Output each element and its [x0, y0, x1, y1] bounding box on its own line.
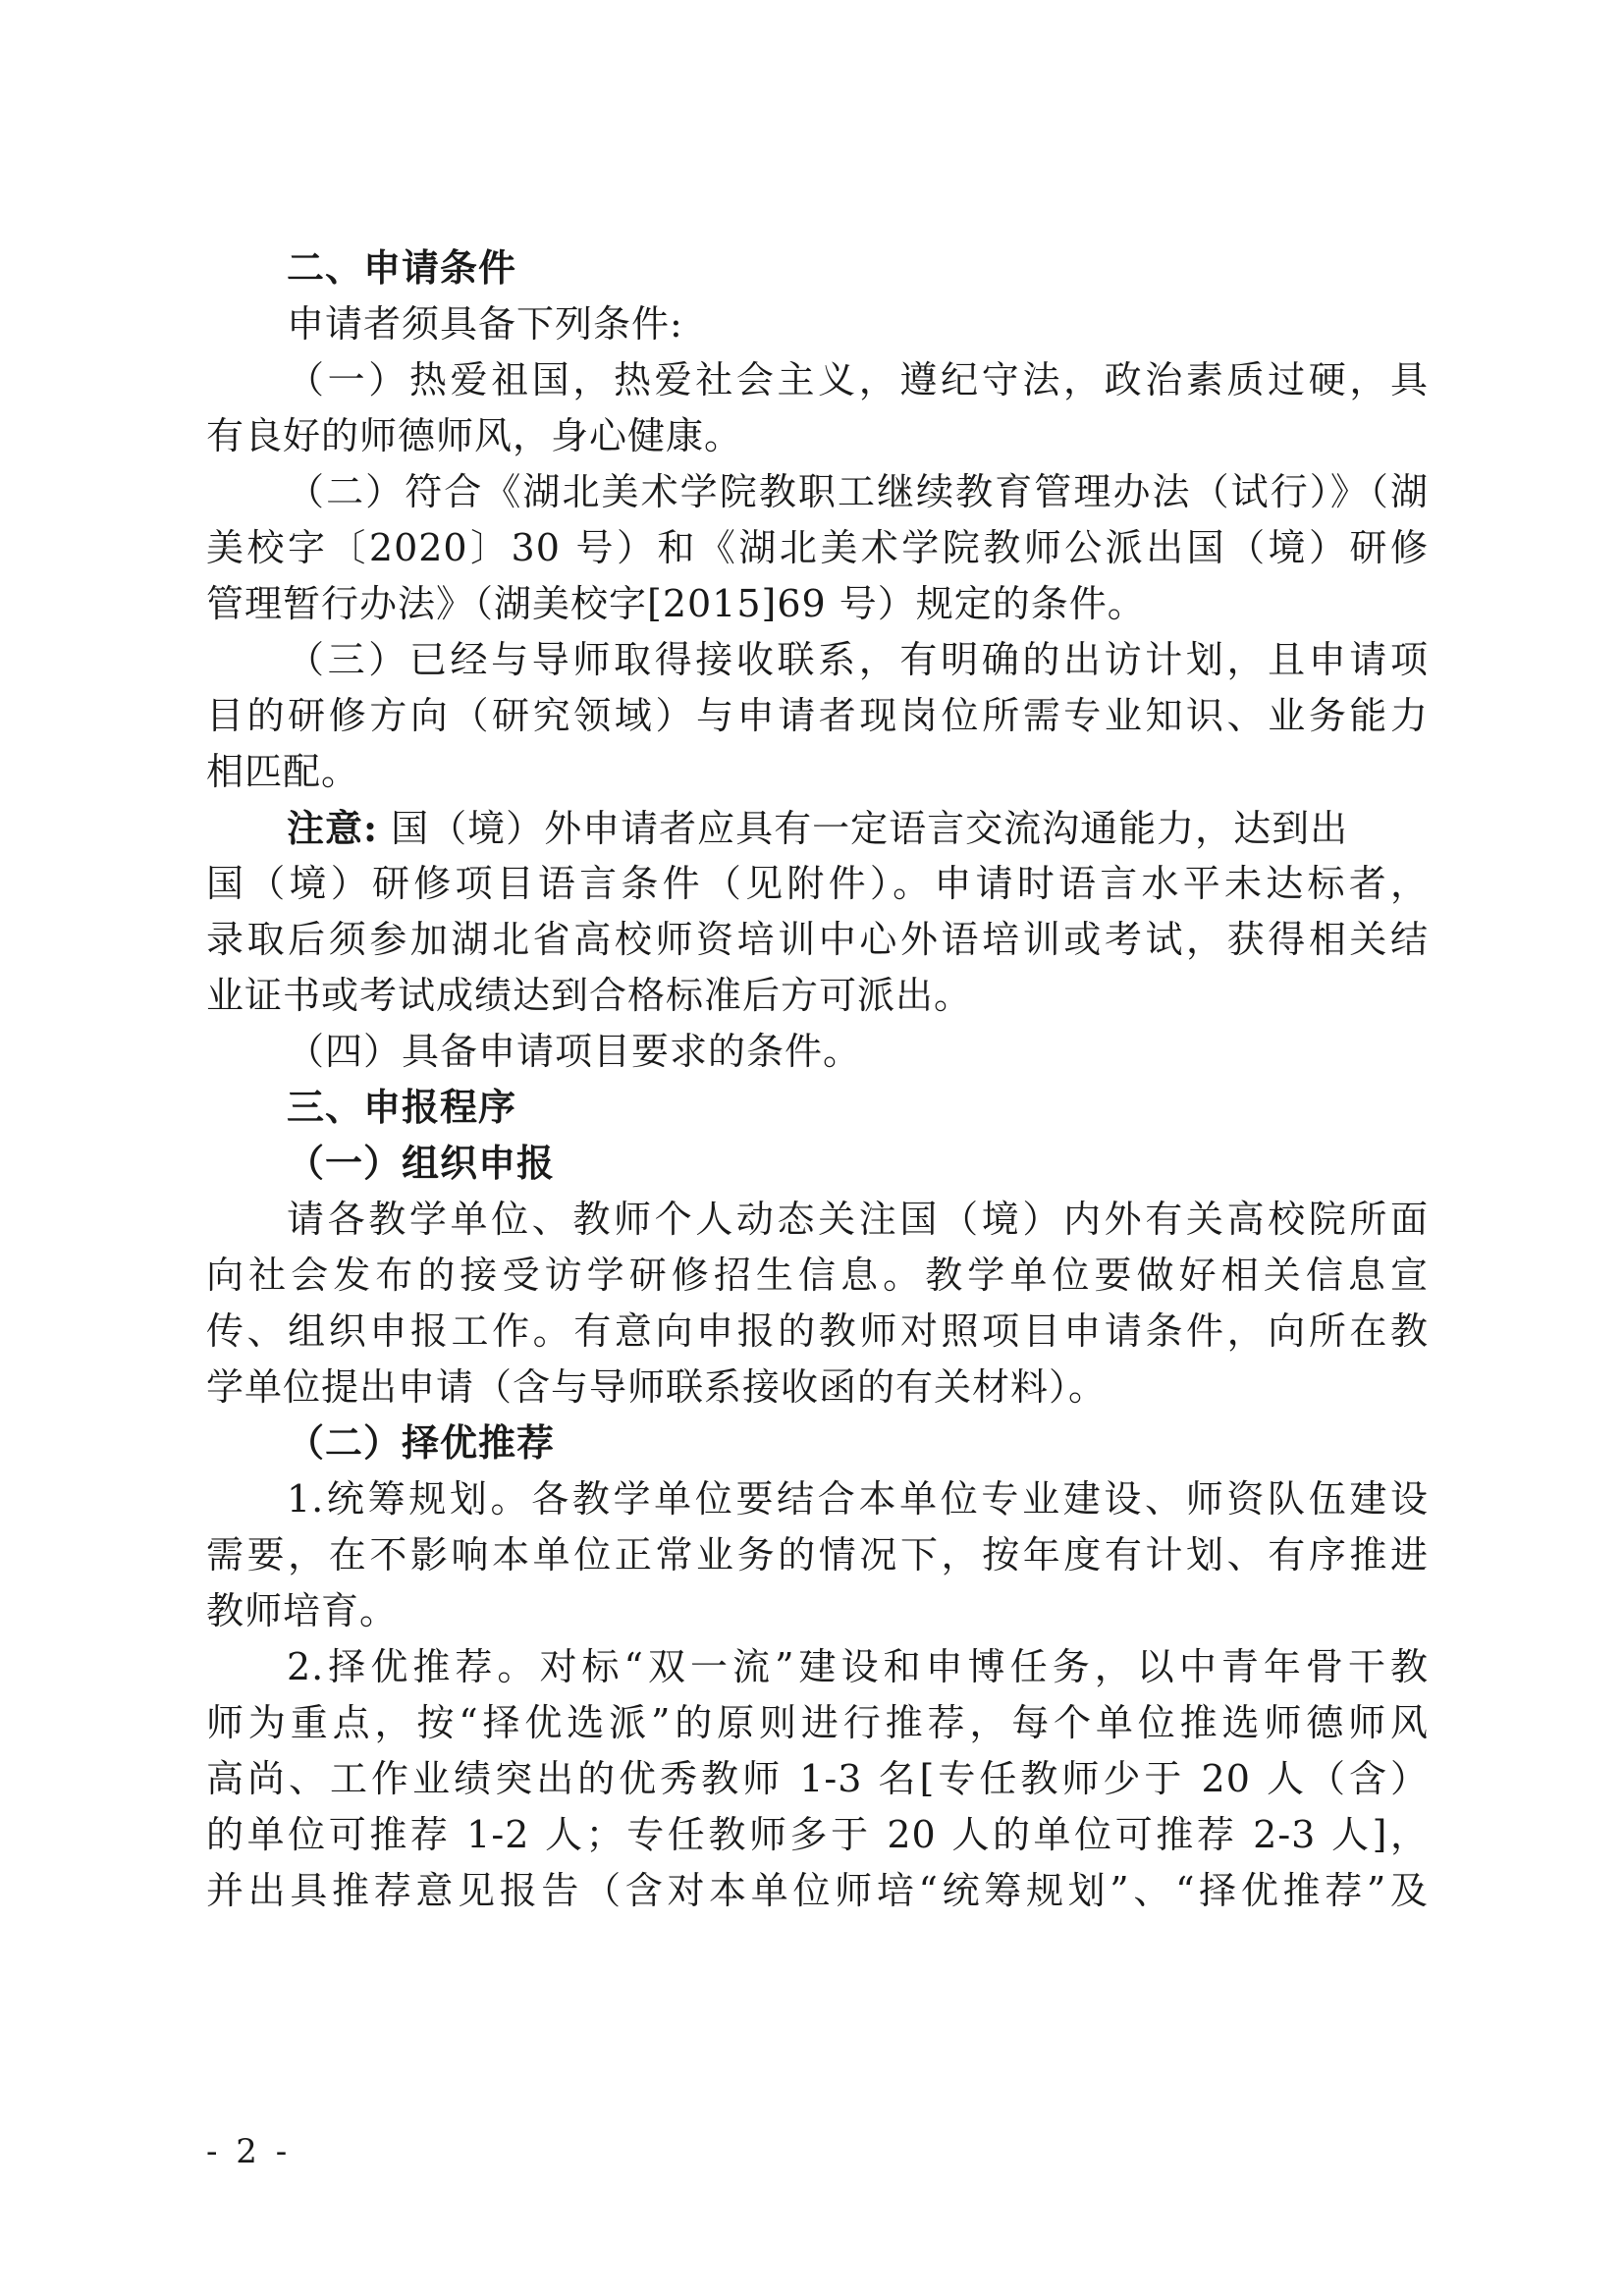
note-text: 国（境）外申请者应具有一定语言交流沟通能力，达到出	[378, 807, 1349, 850]
condition-2-line-1: （二）符合《湖北美术学院教职工继续教育管理办法（试行）》（湖	[287, 470, 1429, 513]
condition-3-line-1: （三）已经与导师取得接收联系，有明确的出访计划，且申请项	[287, 638, 1429, 681]
condition-2-line-3: 管理暂行办法》（湖美校字[2015]69 号）规定的条件。	[206, 582, 1146, 625]
note-line-1	[206, 800, 1429, 856]
note-line-3: 录取后须参加湖北省高校师资培训中心外语培训或考试，获得相关结	[206, 918, 1429, 961]
paragraph-intro: 申请者须具备下列条件:	[287, 302, 683, 346]
document-body	[206, 240, 1429, 1919]
section-heading-application-procedure: 三、申报程序	[287, 1086, 517, 1129]
condition-3-line-3: 相匹配。	[206, 750, 360, 793]
planning-line-1: 1.统筹规划。各教学单位要结合本单位专业建设、师资队伍建设	[287, 1477, 1429, 1521]
note-line-4: 业证书或考试成绩达到合格标准后方可派出。	[206, 974, 973, 1017]
procedure-1-line-3: 传、组织申报工作。有意向申报的教师对照项目申请条件，向所在教	[206, 1309, 1429, 1353]
section-heading-application-conditions: 二、申请条件	[287, 246, 517, 290]
planning-line-2: 需要，在不影响本单位正常业务的情况下，按年度有计划、有序推进	[206, 1533, 1429, 1576]
page-number: - 2 -	[206, 2132, 292, 2171]
procedure-1-line-1: 请各教学单位、教师个人动态关注国（境）内外有关高校院所面	[287, 1198, 1429, 1241]
recommend-line-1: 2.择优推荐。对标“双一流”建设和申博任务，以中青年骨干教	[287, 1645, 1429, 1688]
condition-3-line-2: 目的研修方向（研究领域）与申请者现岗位所需专业知识、业务能力	[206, 694, 1429, 737]
condition-1-line-2: 有良好的师德师风，身心健康。	[206, 414, 743, 457]
recommend-line-2: 师为重点，按“择优选派”的原则进行推荐，每个单位推选师德师风	[206, 1701, 1429, 1744]
subheading-organize-application: （一）组织申报	[287, 1142, 556, 1185]
recommend-line-5: 并出具推荐意见报告（含对本单位师培“统筹规划”、“择优推荐”及	[206, 1869, 1429, 1912]
note-label: 注意:	[287, 806, 379, 850]
procedure-1-line-4: 学单位提出申请（含与导师联系接收函的有关材料）。	[206, 1365, 1108, 1409]
recommend-line-3: 高尚、工作业绩突出的优秀教师 1-3 名[专任教师少于 20 人（含）	[206, 1757, 1429, 1800]
recommend-line-4: 的单位可推荐 1-2 人；专任教师多于 20 人的单位可推荐 2-3 人]，	[206, 1813, 1429, 1856]
condition-1-line-1: （一）热爱祖国，热爱社会主义，遵纪守法，政治素质过硬，具	[287, 358, 1429, 401]
note-line-2: 国（境）研修项目语言条件（见附件）。申请时语言水平未达标者，	[206, 862, 1429, 905]
procedure-1-line-2: 向社会发布的接受访学研修招生信息。教学单位要做好相关信息宣	[206, 1254, 1429, 1297]
condition-4: （四）具备申请项目要求的条件。	[287, 1030, 862, 1073]
condition-2-line-2: 美校字〔2020〕30 号）和《湖北美术学院教师公派出国（境）研修	[206, 526, 1429, 569]
planning-line-3: 教师培育。	[206, 1589, 399, 1632]
subheading-select-recommend: （二）择优推荐	[287, 1421, 556, 1465]
